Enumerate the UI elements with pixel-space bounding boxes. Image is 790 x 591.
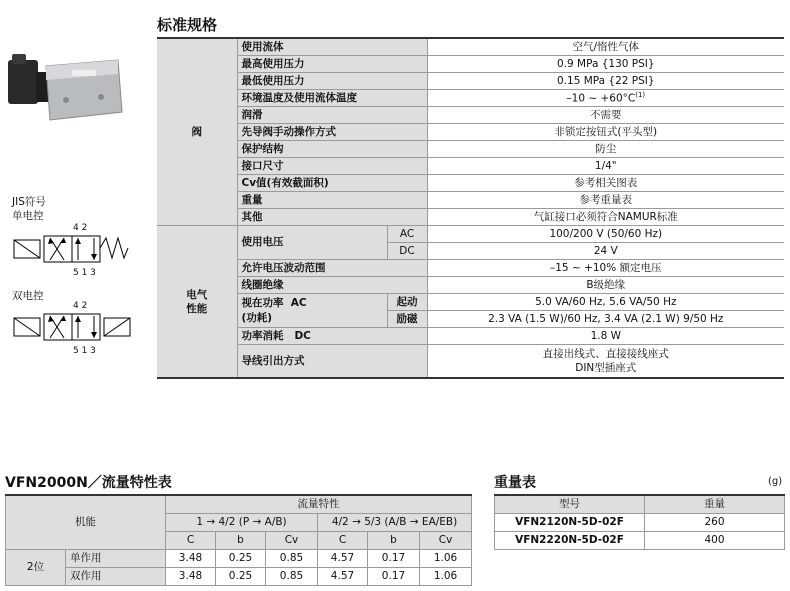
footnote-mark: (1) <box>635 91 646 99</box>
spec-value: 气缸接口必须符合NAMUR标准 <box>427 209 784 226</box>
spec-label: 最低使用压力 <box>237 73 427 90</box>
single-ports-top: 4 2 <box>73 223 88 233</box>
flow-col: C <box>166 532 216 550</box>
jis-symbol-label: JIS符号 <box>12 196 46 208</box>
flow-cell: 0.85 <box>266 550 318 568</box>
weight-value: 260 <box>645 514 785 532</box>
fluctuation-label: 允许电压波动范围 <box>237 260 427 277</box>
spec-value: 空气/惰性气体 <box>427 38 784 56</box>
spec-value: 不需要 <box>427 107 784 124</box>
weight-col-model: 型号 <box>495 495 645 514</box>
single-ports-bottom: 5 1 3 <box>73 268 96 278</box>
spec-label: 先导阀手动操作方式 <box>237 124 427 141</box>
voltage-ac-value: 100/200 V (50/60 Hz) <box>427 226 784 243</box>
group-electric-label: 电气 性能 <box>186 288 208 315</box>
flow-cell: 0.25 <box>216 568 266 586</box>
holding-label: 励磁 <box>387 311 427 328</box>
spec-label: 润滑 <box>237 107 427 124</box>
spec-label: 重量 <box>237 192 427 209</box>
double-solenoid-symbol-icon <box>10 310 140 346</box>
flow-cell: 4.57 <box>318 568 368 586</box>
single-solenoid-label: 单电控 <box>12 210 44 222</box>
spec-value: 参考重量表 <box>427 192 784 209</box>
apparent-power-label <box>237 294 387 328</box>
weight-col-weight: 重量 <box>645 495 785 514</box>
flow-col: Cv <box>420 532 472 550</box>
spec-label: Cv值(有效截面积) <box>237 175 427 192</box>
flow-col: b <box>368 532 420 550</box>
spec-table <box>157 37 784 379</box>
spec-value: 非锁定按钮式(平头型) <box>427 124 784 141</box>
spec-label: 其他 <box>237 209 427 226</box>
flow-dir2: 4/2 → 5/3 (A/B → EA/EB) <box>318 514 472 532</box>
spec-value-cell <box>427 90 784 107</box>
flow-model-header: 机能 <box>6 495 166 550</box>
weight-value: 400 <box>645 532 785 550</box>
holding-value: 2.3 VA (1.5 W)/60 Hz, 3.4 VA (2.1 W) 9/50 Hz <box>427 311 784 328</box>
spec-label: 环境温度及使用流体温度 <box>237 90 427 107</box>
flow-row-name: 双作用 <box>66 568 166 586</box>
spec-label: 接口尺寸 <box>237 158 427 175</box>
weight-title: 重量表 <box>494 475 536 491</box>
group-valve: 阀 <box>157 38 237 226</box>
single-solenoid-symbol-icon <box>10 232 140 268</box>
voltage-label: 使用电压 <box>237 226 387 260</box>
flow-table <box>5 494 472 586</box>
flow-cell: 0.25 <box>216 550 266 568</box>
flow-cell: 3.48 <box>166 550 216 568</box>
spec-title: 标准规格 <box>157 16 218 34</box>
weight-model: VFN2120N-5D-02F <box>495 514 645 532</box>
flow-col: C <box>318 532 368 550</box>
wiring-value <box>427 345 784 379</box>
weight-model: VFN2220N-5D-02F <box>495 532 645 550</box>
spec-value: –10 ~ +60°C <box>566 92 636 105</box>
spec-value: 0.15 MPa {22 PSI} <box>427 73 784 90</box>
flow-cell: 0.17 <box>368 550 420 568</box>
flow-title: VFN2000N／流量特性表 <box>5 475 172 491</box>
wiring-label: 导线引出方式 <box>237 345 427 379</box>
weight-table <box>494 494 785 550</box>
insulation-value: B级绝缘 <box>427 277 784 294</box>
voltage-dc-value: 24 V <box>427 243 784 260</box>
valve-product-image <box>6 52 124 124</box>
double-ports-top: 4 2 <box>73 301 88 311</box>
spec-value: 参考相关图表 <box>427 175 784 192</box>
spec-value: 0.9 MPa {130 PSI} <box>427 56 784 73</box>
wiring-value-2: DIN型插座式 <box>575 362 637 374</box>
flow-cell: 0.85 <box>266 568 318 586</box>
apparent-power-label-2: (功耗) <box>241 311 273 324</box>
power-dc-label: 功率消耗 DC <box>237 328 427 345</box>
spec-label: 使用流体 <box>237 38 427 56</box>
flow-col: Cv <box>266 532 318 550</box>
double-ports-bottom: 5 1 3 <box>73 346 96 356</box>
weight-unit: (g) <box>768 476 783 487</box>
spec-value: 防尘 <box>427 141 784 158</box>
spec-label: 最高使用压力 <box>237 56 427 73</box>
flow-cell: 4.57 <box>318 550 368 568</box>
power-dc-value: 1.8 W <box>427 328 784 345</box>
flow-row-name: 单作用 <box>66 550 166 568</box>
flow-cell: 1.06 <box>420 568 472 586</box>
spec-label: 保护结构 <box>237 141 427 158</box>
flow-cell: 1.06 <box>420 550 472 568</box>
flow-header: 流量特性 <box>166 495 472 514</box>
group-electric <box>157 226 237 379</box>
spec-value: 1/4" <box>427 158 784 175</box>
flow-cell: 0.17 <box>368 568 420 586</box>
double-solenoid-label: 双电控 <box>12 290 44 302</box>
flow-position: 2位 <box>6 550 66 586</box>
flow-dir1: 1 → 4/2 (P → A/B) <box>166 514 318 532</box>
apparent-power-label-1: 视在功率 AC <box>241 296 307 309</box>
voltage-dc: DC <box>387 243 427 260</box>
voltage-ac: AC <box>387 226 427 243</box>
insulation-label: 线圈绝缘 <box>237 277 427 294</box>
inrush-label: 起动 <box>387 294 427 311</box>
inrush-value: 5.0 VA/60 Hz, 5.6 VA/50 Hz <box>427 294 784 311</box>
fluctuation-value: –15 ~ +10% 额定电压 <box>427 260 784 277</box>
flow-cell: 3.48 <box>166 568 216 586</box>
wiring-value-1: 直接出线式、直接接线座式 <box>542 348 669 360</box>
flow-col: b <box>216 532 266 550</box>
